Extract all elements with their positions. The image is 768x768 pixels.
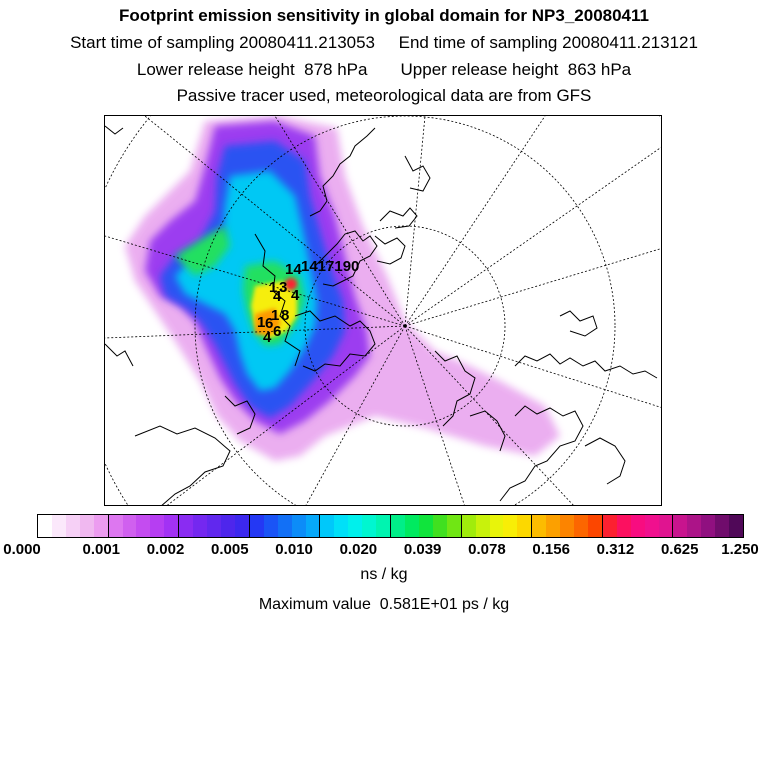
colorbar-swatch bbox=[66, 515, 80, 537]
colorbar-swatch bbox=[645, 515, 659, 537]
colorbar-swatch bbox=[235, 515, 249, 537]
colorbar-swatch bbox=[80, 515, 94, 537]
meridian-line bbox=[405, 248, 662, 326]
colorbar-tick-label: 0.625 bbox=[660, 541, 699, 558]
coastline bbox=[515, 354, 657, 378]
release-label: 14 bbox=[285, 261, 302, 278]
colorbar-tick-label: 0.005 bbox=[211, 541, 249, 558]
coastline bbox=[380, 208, 417, 228]
colorbar-swatch bbox=[306, 515, 320, 537]
colorbar-swatch bbox=[334, 515, 348, 537]
release-label: 8 bbox=[281, 307, 290, 324]
colorbar-swatch bbox=[419, 515, 433, 537]
colorbar-swatch bbox=[659, 515, 673, 537]
colorbar-swatch bbox=[574, 515, 588, 537]
colorbar-swatch bbox=[221, 515, 235, 537]
colorbar-swatch bbox=[433, 515, 447, 537]
colorbar-swatch bbox=[319, 515, 334, 537]
colorbar-swatch bbox=[701, 515, 715, 537]
coastline bbox=[135, 426, 230, 506]
colorbar bbox=[37, 514, 744, 538]
colorbar-swatch bbox=[476, 515, 490, 537]
meridian-line bbox=[405, 116, 545, 326]
release-label: 4 bbox=[263, 329, 272, 346]
release-label: 4 bbox=[291, 287, 300, 304]
lower-release-height: Lower release height 878 hPa bbox=[136, 60, 368, 79]
colorbar-swatch bbox=[362, 515, 376, 537]
colorbar-units: ns / kg bbox=[360, 566, 408, 583]
colorbar-swatch bbox=[390, 515, 405, 537]
coastline bbox=[375, 236, 405, 264]
coastline bbox=[405, 156, 430, 191]
colorbar-tick-label: 0.312 bbox=[596, 541, 635, 558]
colorbar-swatch bbox=[729, 515, 743, 537]
colorbar-swatch bbox=[517, 515, 531, 537]
coastline bbox=[560, 311, 597, 336]
upper-release-height: Upper release height 863 hPa bbox=[400, 60, 632, 79]
colorbar-swatch bbox=[531, 515, 546, 537]
colorbar-swatch bbox=[136, 515, 150, 537]
coastline bbox=[585, 438, 625, 484]
release-heights bbox=[0, 60, 768, 80]
start-time: Start time of sampling 20080411.213053 bbox=[70, 33, 376, 52]
colorbar-swatch bbox=[38, 515, 52, 537]
release-label-group: 1417190 bbox=[301, 258, 360, 275]
colorbar-swatch bbox=[207, 515, 221, 537]
release-label: 4 bbox=[273, 288, 282, 305]
map-canvas bbox=[105, 116, 662, 506]
colorbar-swatch bbox=[52, 515, 66, 537]
tracer-note: Passive tracer used, meteorological data are from GFS bbox=[176, 86, 592, 105]
colorbar-swatch bbox=[588, 515, 602, 537]
sensitivity-field bbox=[125, 116, 560, 461]
colorbar-swatch bbox=[264, 515, 278, 537]
colorbar-swatch bbox=[672, 515, 687, 537]
colorbar-tick-label: 0.039 bbox=[403, 541, 442, 558]
end-time: End time of sampling 20080411.213121 bbox=[398, 33, 698, 52]
release-label: 6 bbox=[273, 323, 282, 340]
colorbar-swatch bbox=[447, 515, 461, 537]
colorbar-tick-label: 0.001 bbox=[82, 541, 121, 558]
sampling-times bbox=[0, 33, 768, 53]
colorbar-swatch bbox=[348, 515, 362, 537]
colorbar-swatch bbox=[292, 515, 306, 537]
meridian-line bbox=[405, 146, 662, 326]
colorbar-swatch bbox=[602, 515, 617, 537]
colorbar-tick-label: 0.078 bbox=[468, 541, 506, 558]
release-label: 3 bbox=[279, 279, 288, 296]
colorbar-swatch bbox=[546, 515, 560, 537]
colorbar-swatch bbox=[123, 515, 137, 537]
colorbar-tick-label: 0.010 bbox=[275, 541, 313, 558]
colorbar-swatch bbox=[94, 515, 108, 537]
colorbar-swatch bbox=[617, 515, 631, 537]
colorbar-tick-label: 0.156 bbox=[532, 541, 570, 558]
colorbar-tick-label: 0.020 bbox=[339, 541, 378, 558]
colorbar-swatch bbox=[376, 515, 390, 537]
release-label: 1 bbox=[257, 314, 266, 331]
colorbar-tick-label: 0.002 bbox=[146, 541, 185, 558]
release-label: 1 bbox=[269, 279, 278, 296]
colorbar-swatch bbox=[461, 515, 476, 537]
colorbar-swatch bbox=[503, 515, 517, 537]
colorbar-tick-label: 0.000 bbox=[3, 541, 41, 558]
release-label: 6 bbox=[265, 315, 274, 332]
colorbar-swatch bbox=[490, 515, 504, 537]
colorbar-swatch bbox=[150, 515, 164, 537]
colorbar-swatch bbox=[687, 515, 701, 537]
footprint-map bbox=[104, 115, 662, 506]
release-label: 1 bbox=[271, 307, 280, 324]
colorbar-swatch bbox=[164, 515, 178, 537]
colorbar-tick-label: 1.250 bbox=[721, 541, 759, 558]
colorbar-swatch bbox=[631, 515, 645, 537]
coastline bbox=[105, 126, 123, 134]
colorbar-swatch bbox=[108, 515, 123, 537]
colorbar-swatch bbox=[405, 515, 419, 537]
colorbar-swatch bbox=[193, 515, 207, 537]
maximum-value: Maximum value 0.581E+01 ps / kg bbox=[258, 596, 510, 613]
plot-title: Footprint emission sensitivity in global domain for NP3_20080411 bbox=[119, 6, 649, 25]
meridian-line bbox=[405, 116, 425, 326]
colorbar-swatch bbox=[178, 515, 193, 537]
coastline bbox=[105, 344, 133, 366]
colorbar-swatch bbox=[715, 515, 729, 537]
colorbar-swatch bbox=[560, 515, 574, 537]
colorbar-swatch bbox=[249, 515, 264, 537]
colorbar-swatch bbox=[278, 515, 292, 537]
